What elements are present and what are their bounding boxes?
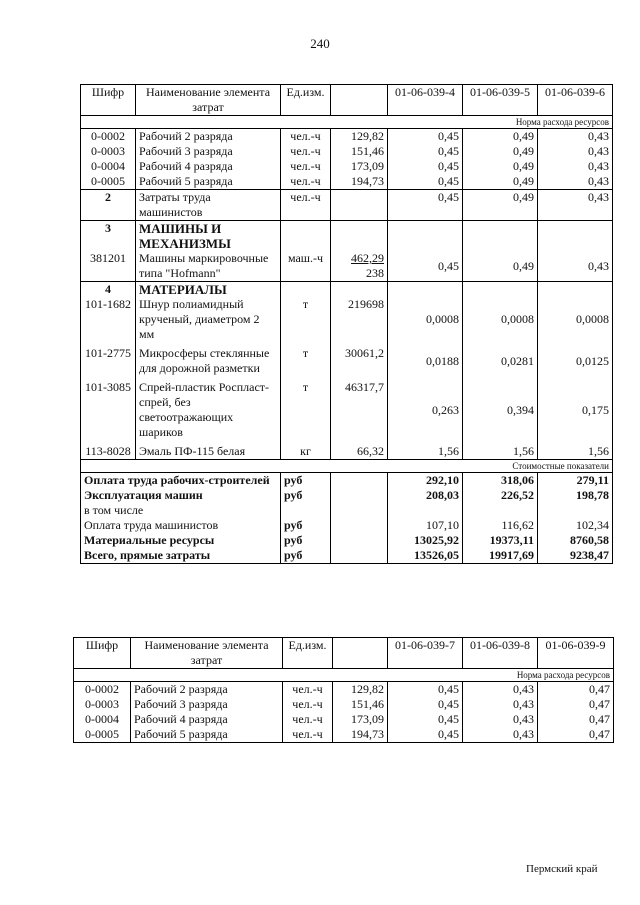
empty-cell	[281, 221, 331, 252]
row-value-2: 0,0281	[463, 346, 538, 380]
table-row	[74, 697, 614, 712]
cost-row	[81, 533, 613, 548]
row-name: Рабочий 2 разряда	[131, 682, 283, 698]
col-v1-header: 01-06-039-4	[388, 85, 463, 116]
cost-value-1: 13025,92	[388, 533, 463, 548]
row-price: 151,46	[331, 144, 388, 159]
col-code-header: Шифр	[81, 85, 136, 116]
cost-value-2: 19373,11	[463, 533, 538, 548]
row-name: Рабочий 4 разряда	[136, 159, 281, 174]
cost-value-3: 8760,58	[538, 533, 613, 548]
row-value-3: 0,43	[538, 129, 613, 145]
row-code: 0-0002	[74, 682, 131, 698]
table-row	[74, 712, 614, 727]
row-value-2: 0,49	[463, 190, 538, 221]
row-name: Рабочий 4 разряда	[131, 712, 283, 727]
col-price-header	[331, 85, 388, 116]
row-code: 0-0005	[74, 727, 131, 743]
row-unit: кг	[281, 444, 331, 460]
row-name: Спрей-пластик Роспласт-спрей, без светоотражающих шариков	[136, 380, 281, 444]
row-value-3: 0,47	[538, 727, 614, 743]
row-price: 194,73	[331, 174, 388, 190]
table-row	[81, 190, 613, 221]
section-code: 4	[81, 282, 136, 298]
row-code: 0-0003	[81, 144, 136, 159]
col-v1-header: 01-06-039-7	[388, 638, 463, 669]
cost-name: Всего, прямые затраты	[81, 548, 281, 564]
cost-row	[81, 518, 613, 533]
empty-cell	[331, 473, 388, 489]
row-price: 30061,2	[331, 346, 388, 380]
cost-value-1	[388, 503, 463, 518]
cost-row	[81, 473, 613, 489]
row-value-3: 0,43	[538, 144, 613, 159]
col-code-header: Шифр	[74, 638, 131, 669]
cost-name: Материальные ресурсы	[81, 533, 281, 548]
row-unit: т	[281, 346, 331, 380]
row-name: Рабочий 5 разряда	[131, 727, 283, 743]
row-code: 0-0003	[74, 697, 131, 712]
footer-region: Пермский край	[526, 863, 598, 875]
row-code: 113-8028	[81, 444, 136, 460]
row-code: 0-0004	[74, 712, 131, 727]
row-price: 173,09	[333, 712, 388, 727]
norm-banner-row	[74, 669, 614, 682]
resource-table-1	[80, 84, 613, 564]
row-value-3: 0,0008	[538, 297, 613, 346]
col-v2-header: 01-06-039-5	[463, 85, 538, 116]
row-value-3: 0,43	[538, 159, 613, 174]
row-value-3: 0,175	[538, 380, 613, 444]
row-unit: чел.-ч	[283, 727, 333, 743]
col-unit-header: Ед.изм.	[283, 638, 333, 669]
cost-name: Оплата труда рабочих-строителей	[81, 473, 281, 489]
row-code: 101-1682	[81, 297, 136, 346]
empty-cell	[331, 282, 388, 298]
row-unit: чел.-ч	[283, 697, 333, 712]
row-price: 46317,7	[331, 380, 388, 444]
page-number: 240	[310, 36, 330, 51]
row-name: Рабочий 3 разряда	[131, 697, 283, 712]
machine-price: 462,29	[351, 251, 384, 265]
col-v3-header: 01-06-039-9	[538, 638, 614, 669]
row-unit: чел.-ч	[283, 682, 333, 698]
section-code: 3	[81, 221, 136, 252]
row-price: 151,46	[333, 697, 388, 712]
row-value-1: 0,0008	[388, 297, 463, 346]
row-value-2: 0,49	[463, 129, 538, 145]
col-price-header	[333, 638, 388, 669]
table2-body	[74, 682, 614, 743]
row-value-3: 0,47	[538, 697, 614, 712]
row-code: 381201	[81, 251, 136, 282]
section-row-materials	[81, 282, 613, 298]
row-name: Эмаль ПФ-115 белая	[136, 444, 281, 460]
table-row	[81, 129, 613, 145]
empty-cell	[331, 518, 388, 533]
empty-cell	[331, 533, 388, 548]
norm-banner-row	[81, 116, 613, 129]
table-row	[81, 144, 613, 159]
cost-value-1: 13526,05	[388, 548, 463, 564]
cost-value-2: 116,62	[463, 518, 538, 533]
row-name: Машины маркировочные типа "Hofmann"	[136, 251, 281, 282]
row-value-2: 0,0008	[463, 297, 538, 346]
row-value-3: 0,47	[538, 712, 614, 727]
resource-table-2	[73, 637, 614, 743]
row-price: 66,32	[331, 444, 388, 460]
row-code: 2	[81, 190, 136, 221]
material-row	[81, 380, 613, 444]
cost-label: Стоимостные показатели	[81, 460, 613, 473]
material-row	[81, 297, 613, 346]
cost-value-1: 208,03	[388, 488, 463, 503]
row-value-2: 1,56	[463, 444, 538, 460]
col-v2-header: 01-06-039-8	[463, 638, 538, 669]
row-value-1: 0,45	[388, 174, 463, 190]
table-row-machine	[81, 251, 613, 282]
section-title: МАТЕРИАЛЫ	[136, 282, 281, 298]
row-name: Рабочий 5 разряда	[136, 174, 281, 190]
cost-unit: руб	[281, 548, 331, 564]
cost-row	[81, 503, 613, 518]
row-code: 0-0005	[81, 174, 136, 190]
row-price: 219698	[331, 297, 388, 346]
row-unit: чел.-ч	[281, 190, 331, 221]
empty-cell	[331, 221, 388, 252]
row-price: 173,09	[331, 159, 388, 174]
row-value-2: 0,43	[463, 682, 538, 698]
row-code: 101-3085	[81, 380, 136, 444]
table-row	[81, 174, 613, 190]
cost-value-3: 198,78	[538, 488, 613, 503]
cost-value-3	[538, 503, 613, 518]
empty-cell	[388, 282, 463, 298]
row-value-1: 1,56	[388, 444, 463, 460]
machine-price-secondary: 238	[366, 266, 384, 280]
row-code: 0-0004	[81, 159, 136, 174]
col-unit-header: Ед.изм.	[281, 85, 331, 116]
row-code: 101-2775	[81, 346, 136, 380]
row-value-2: 0,49	[463, 159, 538, 174]
empty-cell	[538, 221, 613, 252]
row-value-2: 0,43	[463, 697, 538, 712]
row-unit: чел.-ч	[283, 712, 333, 727]
empty-cell	[281, 282, 331, 298]
cost-value-2: 318,06	[463, 473, 538, 489]
row-price: 129,82	[333, 682, 388, 698]
norm-label: Норма расхода ресурсов	[81, 116, 613, 129]
row-value-2: 0,49	[463, 144, 538, 159]
row-name: Микросферы стеклянные для дорожной разметки	[136, 346, 281, 380]
cost-name: Эксплуатация машин	[81, 488, 281, 503]
row-value-2: 0,394	[463, 380, 538, 444]
material-row	[81, 346, 613, 380]
row-price: 194,73	[333, 727, 388, 743]
cost-unit	[281, 503, 331, 518]
table-row	[74, 727, 614, 743]
row-name: Затраты труда машинистов	[136, 190, 281, 221]
empty-cell	[463, 221, 538, 252]
row-value-2: 0,43	[463, 727, 538, 743]
cost-unit: руб	[281, 473, 331, 489]
row-value-1: 0,45	[388, 190, 463, 221]
cost-row	[81, 548, 613, 564]
row-value-1: 0,45	[388, 712, 463, 727]
cost-banner-row	[81, 460, 613, 473]
cost-unit: руб	[281, 518, 331, 533]
row-unit: т	[281, 297, 331, 346]
row-value-2: 0,49	[463, 251, 538, 282]
empty-cell	[538, 282, 613, 298]
cost-value-1: 107,10	[388, 518, 463, 533]
cost-value-2: 226,52	[463, 488, 538, 503]
table-row	[74, 682, 614, 698]
row-value-1: 0,45	[388, 697, 463, 712]
row-unit: чел.-ч	[281, 129, 331, 145]
row-price: 129,82	[331, 129, 388, 145]
row-name: Шнур полиамидный крученый, диаметром 2 мм	[136, 297, 281, 346]
material-row	[81, 444, 613, 460]
norm-label: Норма расхода ресурсов	[74, 669, 614, 682]
table-header	[74, 638, 614, 669]
cost-value-2: 19917,69	[463, 548, 538, 564]
row-value-3: 0,43	[538, 251, 613, 282]
row-unit: чел.-ч	[281, 174, 331, 190]
table-header	[81, 85, 613, 116]
col-name-header: Наименование элемента затрат	[131, 638, 283, 669]
table1-body	[81, 129, 613, 564]
cost-value-3: 102,34	[538, 518, 613, 533]
cost-name: в том числе	[81, 503, 281, 518]
col-name-header: Наименование элемента затрат	[136, 85, 281, 116]
cost-row	[81, 488, 613, 503]
col-v3-header: 01-06-039-6	[538, 85, 613, 116]
cost-name: Оплата труда машинистов	[81, 518, 281, 533]
row-price	[331, 190, 388, 221]
row-value-1: 0,45	[388, 144, 463, 159]
row-value-1: 0,0188	[388, 346, 463, 380]
row-code: 0-0002	[81, 129, 136, 145]
row-value-3: 0,43	[538, 174, 613, 190]
row-value-3: 1,56	[538, 444, 613, 460]
empty-cell	[388, 221, 463, 252]
row-unit: т	[281, 380, 331, 444]
empty-cell	[463, 282, 538, 298]
row-value-2: 0,49	[463, 174, 538, 190]
section-title: МАШИНЫ И МЕХАНИЗМЫ	[136, 221, 281, 252]
row-value-1: 0,45	[388, 727, 463, 743]
cost-value-1: 292,10	[388, 473, 463, 489]
row-price	[331, 251, 388, 282]
row-name: Рабочий 2 разряда	[136, 129, 281, 145]
cost-value-3: 9238,47	[538, 548, 613, 564]
row-value-1: 0,45	[388, 251, 463, 282]
row-value-2: 0,43	[463, 712, 538, 727]
row-value-3: 0,0125	[538, 346, 613, 380]
row-value-1: 0,263	[388, 380, 463, 444]
section-row-machines	[81, 221, 613, 252]
row-value-1: 0,45	[388, 129, 463, 145]
row-value-3: 0,47	[538, 682, 614, 698]
row-value-1: 0,45	[388, 682, 463, 698]
row-value-1: 0,45	[388, 159, 463, 174]
cost-value-2	[463, 503, 538, 518]
empty-cell	[331, 503, 388, 518]
row-unit: чел.-ч	[281, 159, 331, 174]
cost-unit: руб	[281, 533, 331, 548]
row-name: Рабочий 3 разряда	[136, 144, 281, 159]
cost-value-3: 279,11	[538, 473, 613, 489]
empty-cell	[331, 548, 388, 564]
row-unit: маш.-ч	[281, 251, 331, 282]
empty-cell	[331, 488, 388, 503]
row-value-3: 0,43	[538, 190, 613, 221]
cost-unit: руб	[281, 488, 331, 503]
row-unit: чел.-ч	[281, 144, 331, 159]
table-row	[81, 159, 613, 174]
